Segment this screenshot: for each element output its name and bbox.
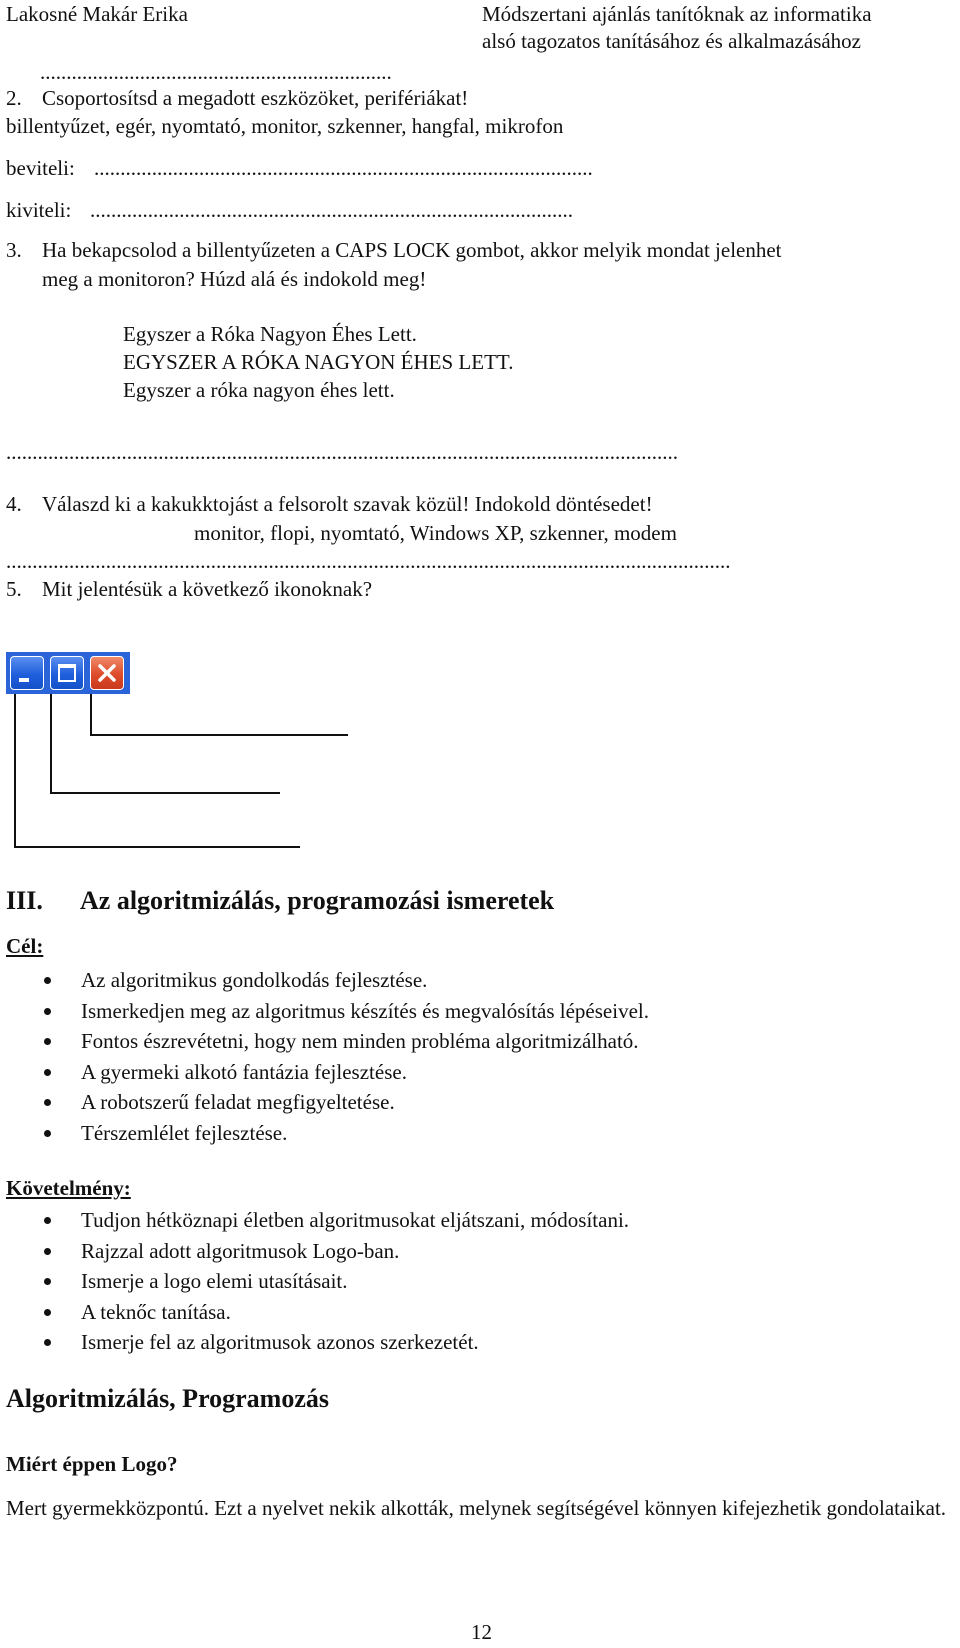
q3-number: 3. [6, 238, 22, 262]
list-item: Fontos észrevétetni, hogy nem minden probléma algoritmizálható. [0, 1026, 649, 1057]
bullet-icon [44, 1339, 51, 1346]
q3-answer-dots: ................................................................................................................................ [6, 440, 678, 464]
q3-line1: Ha bekapcsolod a billentyűzeten a CAPS LOCK gombot, akkor melyik mondat jelenhet [42, 238, 782, 262]
list-item: Tudjon hétköznapi életben algoritmusokat eljátszani, módosítani. [0, 1205, 629, 1236]
section-title: Az algoritmizálás, programozási ismeretek [80, 886, 555, 915]
q2-prompt: Csoportosítsd a megadott eszközöket, perifériákat! [42, 86, 469, 110]
bullet-icon [44, 1069, 51, 1076]
minimize-icon [10, 656, 44, 690]
doc-title-line1: Módszertani ajánlás tanítóknak az informatika [482, 2, 872, 26]
requirement-label: Követelmény: [6, 1176, 131, 1200]
minimize-connector-line [14, 694, 16, 846]
bullet-icon [44, 1278, 51, 1285]
list-item: A gyermeki alkotó fantázia fejlesztése. [0, 1057, 649, 1088]
list-item: A robotszerű feladat megfigyeltetése. [0, 1087, 649, 1118]
bullet-icon [44, 1038, 51, 1045]
subsection-question: Miért éppen Logo? [6, 1452, 178, 1476]
q5-number: 5. [6, 577, 22, 601]
list-item: Térszemlélet fejlesztése. [0, 1118, 649, 1149]
doc-title-line2: alsó tagozatos tanításához és alkalmazásához [482, 29, 862, 53]
q3-line2: meg a monitoron? Húzd alá és indokold meg! [42, 267, 427, 291]
goal-label: Cél: [6, 934, 44, 958]
goal-list [0, 965, 649, 1148]
q2-input-label: beviteli: [6, 156, 75, 180]
close-connector-line [90, 694, 92, 734]
close-icon [90, 656, 124, 690]
q2-output-dots: ............................................................................................ [90, 198, 573, 222]
list-item: Rajzzal adott algoritmusok Logo-ban. [0, 1236, 629, 1267]
bullet-icon [44, 1309, 51, 1316]
list-item: Az algoritmikus gondolkodás fejlesztése. [0, 965, 649, 996]
subsection-answer: Mert gyermekközpontú. Ezt a nyelvet nekik alkották, melynek segítségével könnyen kifejezhetik gondolataikat. [6, 1496, 947, 1520]
q2-items: billentyűzet, egér, nyomtató, monitor, szkenner, hangfal, mikrofon [6, 114, 564, 138]
maximize-connector-line [50, 694, 52, 792]
list-item: Ismerje a logo elemi utasításait. [0, 1266, 629, 1297]
q5-prompt: Mit jelentésük a következő ikonoknak? [42, 577, 373, 601]
q4-number: 4. [6, 492, 22, 516]
q3-option-2: EGYSZER A RÓKA NAGYON ÉHES LETT. [123, 350, 514, 374]
list-item: Ismerje fel az algoritmusok azonos szerkezetét. [0, 1327, 629, 1358]
minimize-answer-line [14, 846, 300, 848]
bullet-icon [44, 1008, 51, 1015]
maximize-icon [50, 656, 84, 690]
q4-prompt: Válaszd ki a kakukktojást a felsorolt szavak közül! Indokold döntésedet! [42, 492, 653, 516]
close-answer-line [90, 734, 348, 736]
list-item: A teknőc tanítása. [0, 1297, 629, 1328]
q2-number: 2. [6, 86, 22, 110]
q4-words: monitor, flopi, nyomtató, Windows XP, szkenner, modem [194, 521, 677, 545]
bullet-icon [44, 977, 51, 984]
bullet-icon [44, 1099, 51, 1106]
list-item: Ismerkedjen meg az algoritmus készítés és megvalósítás lépéseivel. [0, 996, 649, 1027]
section-number: III. [6, 886, 43, 915]
q1-answer-dots: ................................................................... [40, 60, 392, 84]
q3-option-3: Egyszer a róka nagyon éhes lett. [123, 378, 395, 402]
q2-output-label: kiviteli: [6, 198, 72, 222]
bullet-icon [44, 1130, 51, 1137]
page-number: 12 [471, 1620, 492, 1644]
maximize-answer-line [50, 792, 280, 794]
q4-answer-dots: .......................................................................................................................................... [6, 549, 731, 573]
q2-input-dots: ............................................................................................... [94, 156, 593, 180]
author-name: Lakosné Makár Erika [6, 2, 188, 26]
bullet-icon [44, 1248, 51, 1255]
bullet-icon [44, 1217, 51, 1224]
requirement-list [0, 1205, 629, 1358]
subsection-title: Algoritmizálás, Programozás [6, 1384, 329, 1413]
q3-option-1: Egyszer a Róka Nagyon Éhes Lett. [123, 322, 417, 346]
